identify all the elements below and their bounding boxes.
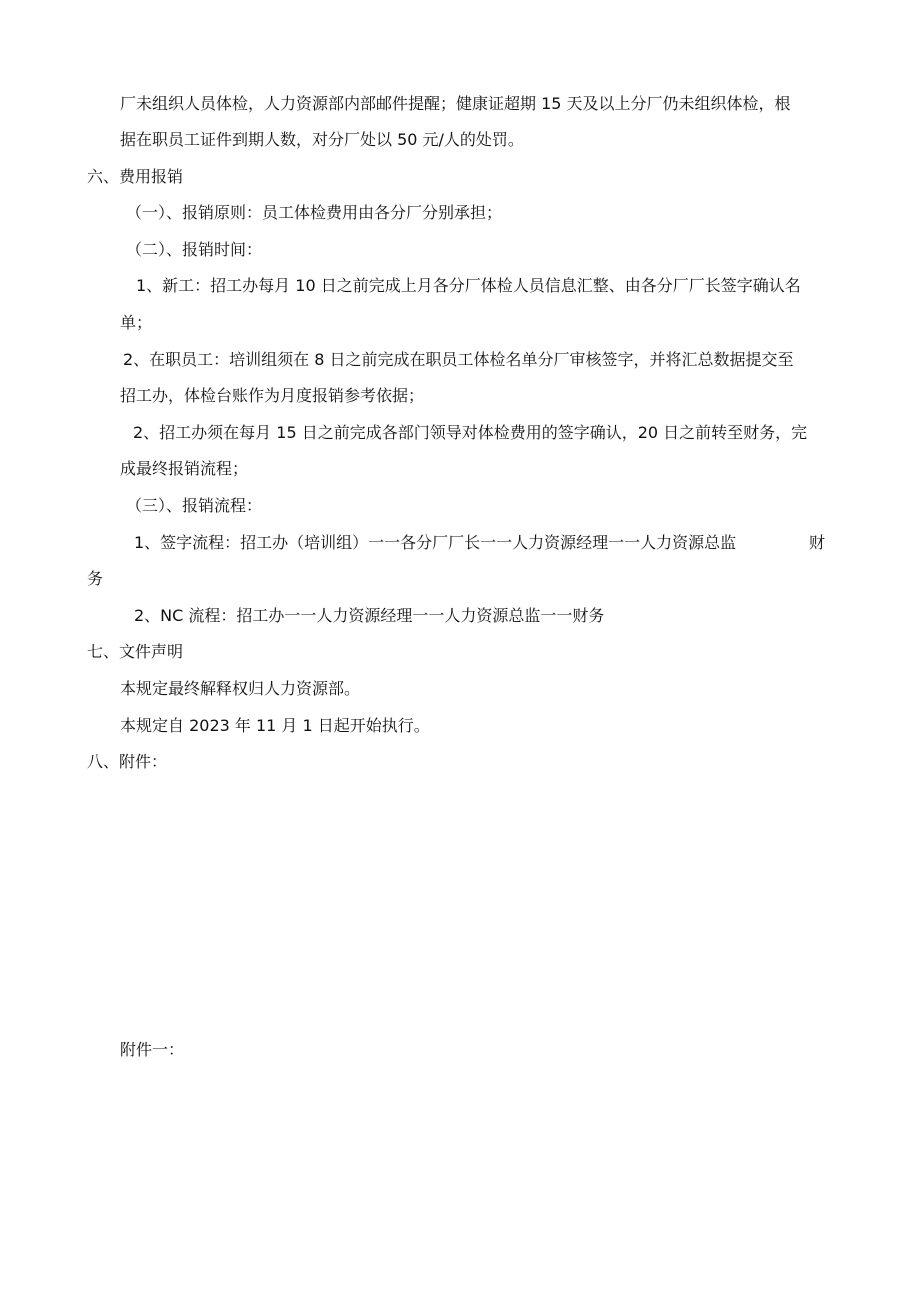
paragraph-line: 厂未组织人员体检，人力资源部内部邮件提醒；健康证超期 15 天及以上分厂仍未组织体检，根 [120, 94, 791, 113]
paragraph-line: 招工办，体检台账作为月度报销参考依据； [120, 386, 425, 405]
paragraph-line-effective-date: 本规定自 2023 年 11 月 1 日起开始执行。 [120, 716, 430, 735]
line-text: 1、新工：招工办每月 10 日之前完成上月各分厂体检人员信息汇整、由各分厂厂长签字确认名 [136, 276, 801, 295]
paragraph-line-tail: 财 [809, 533, 826, 552]
paragraph-line: 据在职员工证件到期人数，对分厂处以 50 元/人的处罚。 [120, 130, 524, 149]
paragraph-line: 成最终报销流程； [120, 459, 249, 478]
section-heading-document-statement: 七、文件声明 [87, 642, 184, 661]
line-text: 2、招工办须在每月 15 日之前完成各部门领导对体检费用的签字确认，20 日之前转至财务，完 [133, 423, 808, 442]
paragraph-line-recruitment-office [133, 422, 836, 444]
paragraph-line: 务 [87, 569, 104, 588]
section-heading-expense-reimbursement: 六、费用报销 [87, 167, 184, 186]
paragraph-line-nc-process: 2、NC 流程：招工办一一人力资源经理一一人力资源总监一一财务 [134, 606, 605, 625]
attachment-one-label: 附件一： [120, 1040, 185, 1059]
subsection-reimbursement-principle: （一）、报销原则：员工体检费用由各分厂分别承担； [126, 203, 503, 222]
paragraph-line-interpretation: 本规定最终解释权归人力资源部。 [120, 679, 361, 698]
section-heading-attachments: 八、附件： [87, 752, 168, 771]
subsection-reimbursement-process: （三）、报销流程： [126, 496, 263, 515]
paragraph-line-signature-process: 1、签字流程：招工办（培训组）一一各分厂厂长一一人力资源经理一一人力资源总监 [134, 533, 737, 552]
paragraph-line: 单； [120, 313, 153, 332]
subsection-reimbursement-time: （二）、报销时间： [126, 240, 263, 259]
line-text: 2、在职员工：培训组须在 8 日之前完成在职员工体检名单分厂审核签字，并将汇总数据提交至 [123, 350, 794, 369]
paragraph-line-current-staff [123, 349, 836, 371]
paragraph-line-new-staff [136, 275, 836, 297]
